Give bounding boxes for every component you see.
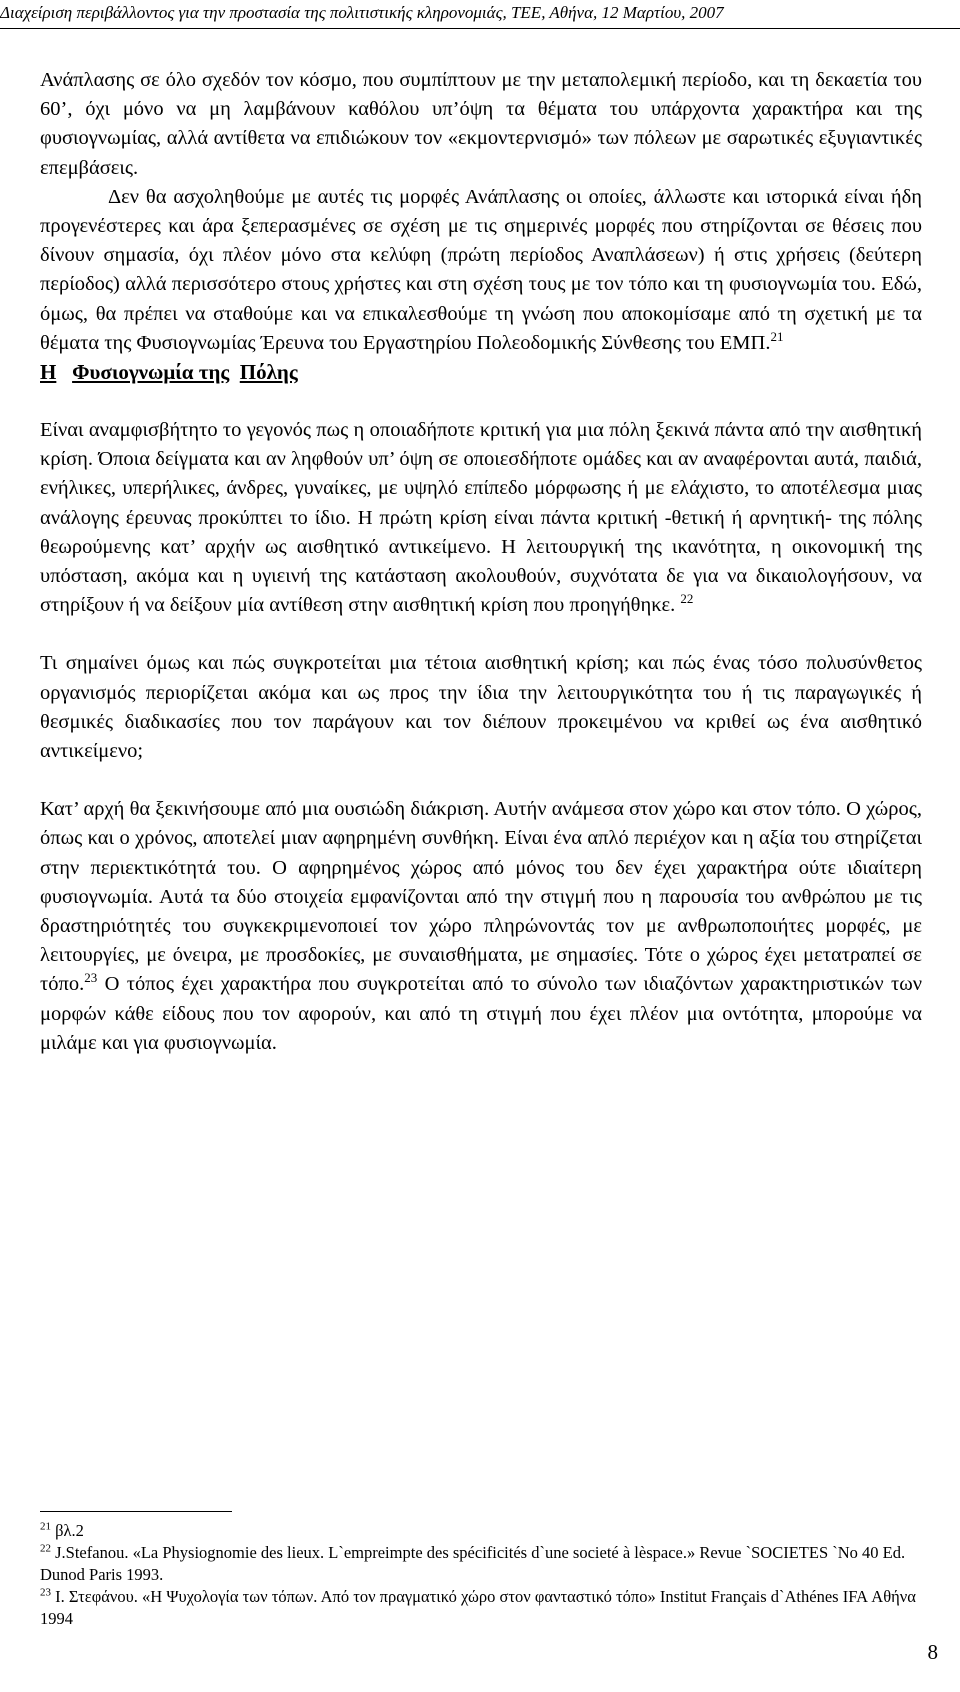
footnote-ref-21[interactable]: 21 [770,329,784,344]
heading-word-2: Φυσιογνωμία της [72,360,230,385]
footnote-text: Ι. Στεφάνου. «Η Ψυχολογία των τόπων. Από τον πραγματικό χώρο στον φανταστικό τόπο» Institut Français d`Athénes IFA Αθήνα 1994 [40,1587,916,1628]
footnote-number: 22 [40,1542,51,1555]
footnote-text: J.Stefanou. «La Physiognomie des lieux. L`empreimpte des spécificités d`une societé à lèspace.» Revue `SOCIETES `No 40 Ed. Dunod Paris 1993. [40,1543,906,1584]
footnote-number: 23 [40,1586,51,1599]
paragraph-text: Ο τόπος έχει χαρακτήρα που συγκροτείται από το σύνολο των ιδιαζόντων χαρακτηριστικών των μορφών κάθε είδους που τον αφορούν, και από τη στιγμή που έχει πλέον μια οντότητα, μπορούμε να μιλάμε και για φυσιογνωμία. [40,973,922,1054]
paragraph-forms-of-regeneration [40,183,922,358]
footnote-separator [40,1511,232,1512]
footnote-ref-23[interactable]: 23 [84,970,98,986]
paragraph-text: Κατ’ αρχή θα ξεκινήσουμε από μια ουσιώδη διάκριση. Αυτήν ανάμεσα στον χώρο και στον τόπο. Ο χώρος, όπως και ο χρόνος, αποτελεί μιαν αφηρημένη συνθήκη. Είναι ένα απλό περιέχον και η αξία του στηρίζεται στην περιεκτικότητά του. Ο αφηρημένος χώρος από μόνος του δεν έχει χαρακτήρα ούτε ιδιαίτερη φυσιογνωμία. Αυτά τα δύο στοιχεία εμφανίζονται από την στιγμή που η παρουσία του ανθρώπου με τις δραστηριότητές του συγκεκριμενοποιεί τον χώρο πληρώνοντάς τον με ανθρωποποιήτες μορφές, με λειτουργίες, με όνειρα, με προσδοκίες, με συναισθήματα, με σημασίες. Τότε ο χώρος έχει μετατραπεί σε τόπο. [40,798,922,996]
heading-word-1: Η [40,360,57,385]
header-rule [0,28,960,29]
paragraph-space-and-place [40,795,922,1058]
paragraph-question: Τι σημαίνει όμως και πώς συγκροτείται μια τέτοια αισθητική κρίση; και πώς ένας τόσο πολυσύνθετος οργανισμός περιορίζεται ακόμα και ως προς την ίδια την λειτουργικότητα του ή τις παραγωγικές ή θεσμικές διαδικασίες που τον παράγουν και τον διέπουν προκειμένου να κριθεί ως ένα αισθητικό αντικείμενο; [40,652,922,763]
paragraph-text: Είναι αναμφισβήτητο το γεγονός πως η οποιαδήποτε κριτική για μια πόλη ξεκινά πάντα από την αισθητική κρίση. Όποια δείγματα και αν ληφθούν υπ’ όψη σε οποιεσδήποτε ομάδες και αν αναφέρονται αυτά, παιδιά, ενήλικες, υπερήλικες, άνδρες, γυναίκες, με υψηλό επίπεδο μόρφωσης ή με ελάχιστο, το αποτέλεσμα μιας ανάλογης έρευνας προκύπτει το ίδιο. Η πρώτη κρίση είναι πάντα κριτική -θετική ή αρνητική- της πόλης θεωρούμενης κατ’ αρχήν ως αισθητικό αντικείμενο. Η λειτουργική της ικανότητα, η οικονομική της υπόσταση, ακόμα και η υγιεινή της κατάσταση ακολουθούν, συχνότατα δε για να δικαιολογήσουν, να στηρίξουν ή να δείξουν μία αντίθεση στην αισθητική κρίση που προηγήθηκε. [40,419,922,617]
heading-word-3: Πόλης [239,360,298,385]
paragraph-continuation: Ανάπλασης σε όλο σχεδόν τον κόσμο, που συμπίπτουν με την μεταπολεμική περίοδο, και τη δεκαετία του 60’, όχι μόνο να μη λαμβάνουν καθόλου υπ’όψη τα θέματα του υπάρχοντα χαρακτήρα και της φυσιογνωμίας, αλλά αντίθετα να επιδιώκουν τον «εκμοντερνισμό» των πόλεων με σαρωτικές εξυγιαντικές επεμβάσεις. [40,69,922,179]
footnote-text: βλ.2 [51,1521,84,1540]
section-heading [40,358,922,387]
footnote-ref-22[interactable]: 22 [680,591,694,607]
footnote-23 [40,1586,922,1630]
paragraph-text: Δεν θα ασχοληθούμε με αυτές τις μορφές Ανάπλασης οι οποίες, άλλωστε και ιστορικά είναι ήδη προγενέστερες και άρα ξεπερασμένες σε σχέση με τις σημερινές μορφές που στηρίζονται σε θέσεις που δίνουν σημασία, όχι πλέον μόνο στα κελύφη (πρώτη περίοδος Αναπλάσεων) ή στις χρήσεις (δεύτερη περίοδος) αλλά περισσότερο στους χρήστες και στη σχέση τους με τον τόπο και τη φυσιογνωμία του. Εδώ, όμως, θα πρέπει να σταθούμε και να επικαλεσθούμε τη γνώση που αποκομίσαμε από τη σχετική με τα θέματα της Φυσιογνωμίας Έρευνα του Εργαστηρίου Πολεοδομικής Σύνθεσης του ΕΜΠ. [40,185,922,354]
footnote-number: 21 [40,1520,51,1533]
running-header: Διαχείριση περιβάλλοντος για την προστασία της πολιτιστικής κληρονομιάς, ΤΕΕ, Αθήνα, 12 Μαρτίου, 2007 [0,3,724,22]
footnotes [40,1520,922,1630]
paragraph-aesthetic-judgement [40,416,922,620]
footnote-22 [40,1542,922,1586]
footnote-21 [40,1520,922,1542]
main-text [40,66,922,1058]
page-number: 8 [927,1640,938,1664]
